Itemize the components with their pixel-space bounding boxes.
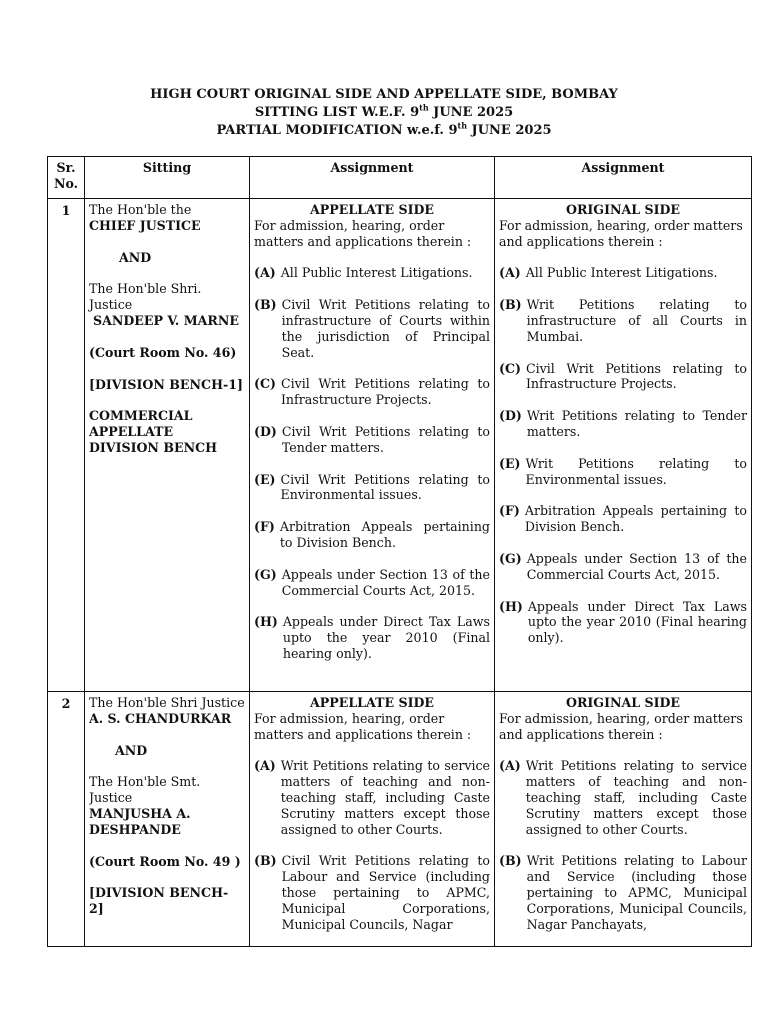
header-line-3: PARTIAL MODIFICATION w.e.f. 9th JUNE 2025 bbox=[216, 120, 552, 138]
judge-name: A. S. CHANDURKAR bbox=[89, 710, 232, 726]
court-room: (Court Room No. 46) bbox=[89, 344, 237, 360]
sitting-line: The Hon'ble Shri Justice bbox=[89, 695, 245, 710]
assignment-item: (E) Civil Writ Petitions relating to Environmental issues. bbox=[254, 471, 490, 503]
division-bench: [DIVISION BENCH- 2] bbox=[89, 885, 229, 917]
original-assignment-cell bbox=[495, 199, 752, 692]
assignment-item: (B) Civil Writ Petitions relating to Labour and Service (including those pertaining to APMC, Municipal Corporations, Municipal Councils, Nagar bbox=[254, 853, 490, 932]
appellate-assignment-cell bbox=[250, 692, 495, 947]
assignment-item: (B) Writ Petitions relating to Labour and Service (including those pertaining to APMC, Municipal Corporations, Municipal Councils, Nagar Panchayats, bbox=[499, 853, 747, 932]
serial-number: 1 bbox=[48, 199, 85, 692]
table-row bbox=[48, 199, 752, 692]
sitting-line: The Hon'ble the bbox=[89, 202, 192, 217]
table-row bbox=[48, 692, 752, 947]
assignment-item: (E) Writ Petitions relating to Environmental issues. bbox=[499, 455, 747, 487]
assignment-item: (B) Writ Petitions relating to infrastructure of all Courts in Mumbai. bbox=[499, 297, 747, 344]
sitting-and: AND bbox=[115, 742, 148, 758]
assignment-item: (F) Arbitration Appeals pertaining to Division Bench. bbox=[254, 519, 490, 550]
assignment-item: (H) Appeals under Direct Tax Laws upto the year 2010 (Final hearing only). bbox=[254, 614, 490, 661]
assignment-item: (F) Arbitration Appeals pertaining to Division Bench. bbox=[499, 503, 747, 535]
assignment-item: (D) Civil Writ Petitions relating to Tender matters. bbox=[254, 423, 490, 455]
assignment-item: (A) Writ Petitions relating to service matters of teaching and non-teaching staff, including Caste Scrutiny matters except those assigned to other Courts. bbox=[499, 758, 747, 837]
assignment-item: (G) Appeals under Section 13 of the Commercial Courts Act, 2015. bbox=[499, 550, 747, 582]
header-line-1: HIGH COURT ORIGINAL SIDE AND APPELLATE SIDE, BOMBAY bbox=[150, 87, 618, 102]
column-header-assignment-appellate: Assignment bbox=[250, 157, 495, 199]
sitting-line: The Hon'ble Smt. Justice bbox=[89, 774, 201, 806]
sitting-and: AND bbox=[119, 249, 152, 265]
appellate-assignment-cell bbox=[250, 199, 495, 692]
assignment-intro: For admission, hearing, order matters and applications therein : bbox=[254, 217, 472, 249]
judge-name: CHIEF JUSTICE bbox=[89, 217, 201, 233]
bench-type: COMMERCIAL APPELLATE DIVISION BENCH bbox=[89, 408, 218, 455]
original-assignment-cell bbox=[495, 692, 752, 947]
sitting-cell bbox=[85, 199, 250, 692]
side-title: APPELLATE SIDE bbox=[310, 202, 434, 217]
sitting-list-table bbox=[47, 156, 752, 947]
side-title: APPELLATE SIDE bbox=[310, 695, 434, 710]
assignment-item: (G) Appeals under Section 13 of the Commercial Courts Act, 2015. bbox=[254, 566, 490, 598]
sitting-cell bbox=[85, 692, 250, 947]
assignment-intro: For admission, hearing, order matters and applications therein : bbox=[254, 710, 472, 742]
table-header-row bbox=[48, 157, 752, 199]
assignment-item: (H) Appeals under Direct Tax Laws upto the year 2010 (Final hearing only). bbox=[499, 598, 747, 646]
side-title: ORIGINAL SIDE bbox=[565, 695, 680, 710]
assignment-item: (A) Writ Petitions relating to service matters of teaching and non-teaching staff, including Caste Scrutiny matters except those assigned to other Courts. bbox=[254, 758, 490, 837]
court-room: (Court Room No. 49 ) bbox=[89, 853, 241, 869]
column-header-sitting: Sitting bbox=[85, 157, 250, 199]
assignment-item: (A) All Public Interest Litigations. bbox=[254, 265, 473, 281]
column-header-assignment-original: Assignment bbox=[495, 157, 752, 199]
assignment-item: (D) Writ Petitions relating to Tender matters. bbox=[499, 408, 747, 439]
column-header-sr-no: Sr. No. bbox=[48, 157, 85, 199]
judge-name: MANJUSHA A. DESHPANDE bbox=[89, 805, 191, 837]
header-line-2: SITTING LIST W.E.F. 9th JUNE 2025 bbox=[254, 102, 514, 120]
assignment-intro: For admission, hearing, order matters and applications therein : bbox=[499, 217, 743, 249]
division-bench: [DIVISION BENCH-1] bbox=[89, 376, 243, 392]
assignment-item: (B) Civil Writ Petitions relating to infrastructure of Courts within the jurisdiction of Principal Seat. bbox=[254, 297, 490, 360]
sitting-line: The Hon'ble Shri. Justice bbox=[89, 281, 202, 313]
document-header bbox=[0, 86, 768, 140]
assignment-item: (C) Civil Writ Petitions relating to Infrastructure Projects. bbox=[499, 360, 747, 392]
judge-name: SANDEEP V. MARNE bbox=[93, 312, 239, 328]
assignment-item: (A) All Public Interest Litigations. bbox=[499, 265, 718, 281]
assignment-intro: For admission, hearing, order matters and applications therein : bbox=[499, 710, 743, 742]
side-title: ORIGINAL SIDE bbox=[565, 202, 680, 217]
serial-number: 2 bbox=[48, 692, 85, 947]
assignment-item: (C) Civil Writ Petitions relating to Infrastructure Projects. bbox=[254, 376, 490, 408]
